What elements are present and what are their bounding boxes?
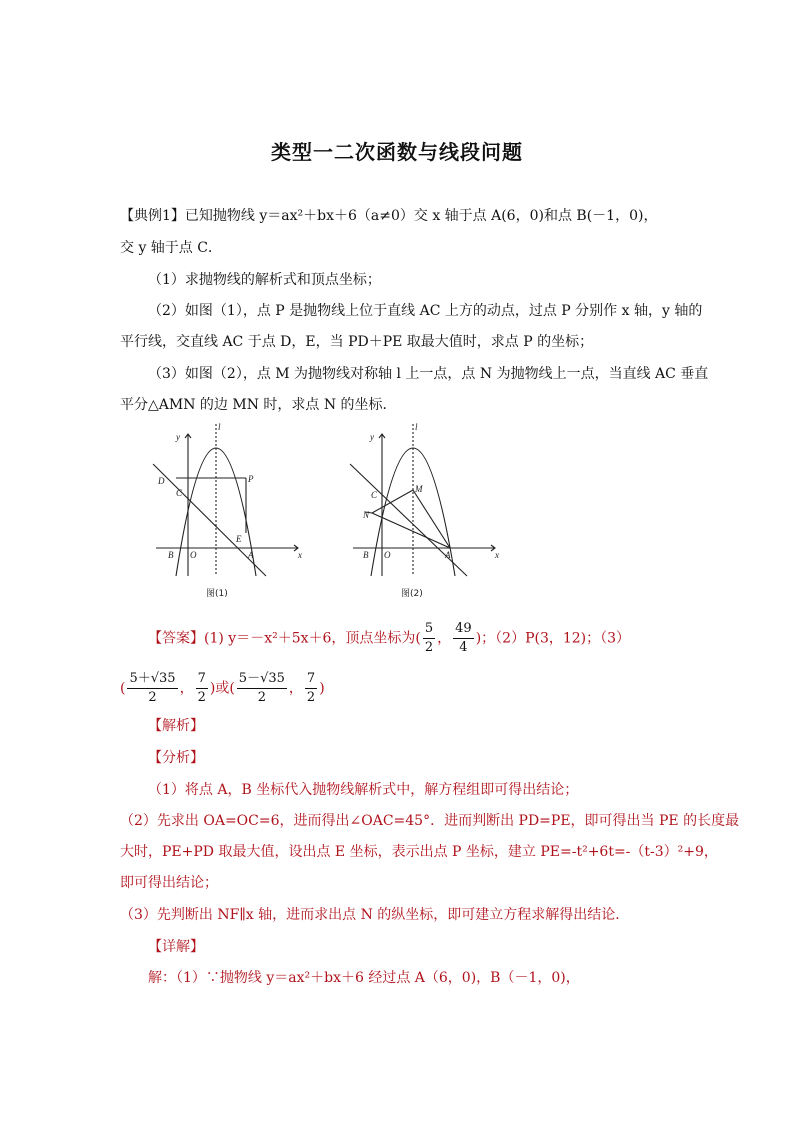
question-1: （1）求抛物线的解析式和顶点坐标； <box>148 272 381 288</box>
label-o: O <box>384 550 391 560</box>
label-a: A <box>445 550 451 560</box>
n2-comma: ， <box>288 680 303 697</box>
fenxi-heading: 【分析】 <box>148 750 204 766</box>
xiangjie-heading: 【详解】 <box>148 939 204 955</box>
label-l: l <box>415 422 418 432</box>
label-a: A <box>248 550 254 560</box>
label-b: B <box>168 550 174 560</box>
analysis-3: （3）先判断出 NF∥x 轴，进而求出点 N 的纵坐标，即可建立方程求解得出结论． <box>120 907 630 923</box>
analysis-2-line-1: （2）先求出 OA=OC=6，进而得出∠OAC=45°．进而判断出 PD=PE，即可得出当 PE 的长度最 <box>120 813 740 829</box>
n1-y-fraction <box>196 670 208 707</box>
n2-close: ) <box>319 680 325 697</box>
answer-part1-pre: (1) y＝－x²＋5x＋6，顶点坐标为( <box>204 630 421 647</box>
n1-y-den: 2 <box>197 690 206 705</box>
label-b: B <box>363 550 369 560</box>
n1-x-den: 2 <box>148 690 157 705</box>
answer-label: 【答案】 <box>148 630 204 647</box>
n1-x-fraction <box>127 670 177 707</box>
label-y: y <box>370 432 374 442</box>
label-x: x <box>495 550 499 560</box>
n1-open: ( <box>120 680 126 697</box>
answer-line-1 <box>148 620 630 657</box>
n1-x-num: 5＋√35 <box>127 670 177 689</box>
label-x: x <box>298 550 302 560</box>
vertex-comma: ， <box>437 630 452 647</box>
vertex-x-den: 2 <box>424 640 434 655</box>
figure-2 <box>345 420 515 605</box>
page-title: 类型一二次函数与线段问题 <box>271 140 523 164</box>
solution-line-1: 解：（1）∵抛物线 y＝ax²＋bx＋6 经过点 A（6，0)，B（－1，0)， <box>148 970 580 986</box>
question-2-line-1: （2）如图（1），点 P 是抛物线上位于直线 AC 上方的动点，过点 P 分别作 x 轴，y 轴的 <box>148 303 703 319</box>
label-p: P <box>248 474 254 484</box>
n2-x-fraction <box>237 670 287 707</box>
vertex-x-fraction <box>423 620 435 657</box>
label-e: E <box>236 534 242 544</box>
segment-nm <box>372 490 413 513</box>
vertex-y-den: 4 <box>459 640 468 655</box>
n2-y-fraction <box>305 670 317 707</box>
figure-1-caption: 图(1) <box>206 589 228 599</box>
vertex-y-fraction <box>453 620 474 657</box>
answer-part1-post: )；（2）P(3，12)；（3） <box>475 630 631 647</box>
vertex-x-num: 5 <box>423 620 435 639</box>
n1-y-num: 7 <box>196 670 208 689</box>
example-line-1: 【典例1】已知抛物线 y＝ax²＋bx＋6（a≠0）交 x 轴于点 A(6，0)和点 B(－1，0)， <box>120 208 658 224</box>
n2-x-den: 2 <box>257 690 266 705</box>
label-n: N <box>363 510 370 520</box>
answer-or: )或( <box>209 680 235 697</box>
example-line-2: 交 y 轴于点 C． <box>120 240 222 256</box>
n2-y-den: 2 <box>306 690 316 705</box>
n2-y-num: 7 <box>305 670 317 689</box>
question-3-line-1: （3）如图（2），点 M 为抛物线对称轴 l 上一点，点 N 为抛物线上一点，当直线 AC 垂直 <box>148 366 709 382</box>
question-2-line-2: 平行线，交直线 AC 于点 D，E，当 PD＋PE 取最大值时，求点 P 的坐标； <box>120 334 594 350</box>
label-o: O <box>190 550 197 560</box>
label-m: M <box>415 484 423 494</box>
figure-1 <box>148 420 318 605</box>
question-3-line-2: 平分△AMN 的边 MN 时，求点 N 的坐标． <box>120 397 397 413</box>
answer-line-2 <box>120 670 325 707</box>
analysis-1: （1）将点 A，B 坐标代入抛物线解析式中，解方程组即可得出结论； <box>148 782 579 798</box>
label-l: l <box>218 422 221 432</box>
label-c: C <box>371 490 378 500</box>
figure-2-caption: 图(2) <box>401 589 423 599</box>
label-c: C <box>176 488 183 498</box>
label-d: D <box>158 476 165 486</box>
jiexi-heading: 【解析】 <box>148 718 204 734</box>
n1-comma: ， <box>179 680 194 697</box>
n2-x-num: 5－√35 <box>237 670 287 689</box>
vertex-y-num: 49 <box>453 620 474 639</box>
label-y: y <box>176 432 180 442</box>
analysis-2-line-2: 大时，PE+PD 取最大值，设出点 E 坐标，表示出点 P 坐标，建立 PE=-t²+6t=-（t-3）²+9， <box>120 844 718 860</box>
analysis-2-line-3: 即可得出结论； <box>120 875 218 891</box>
